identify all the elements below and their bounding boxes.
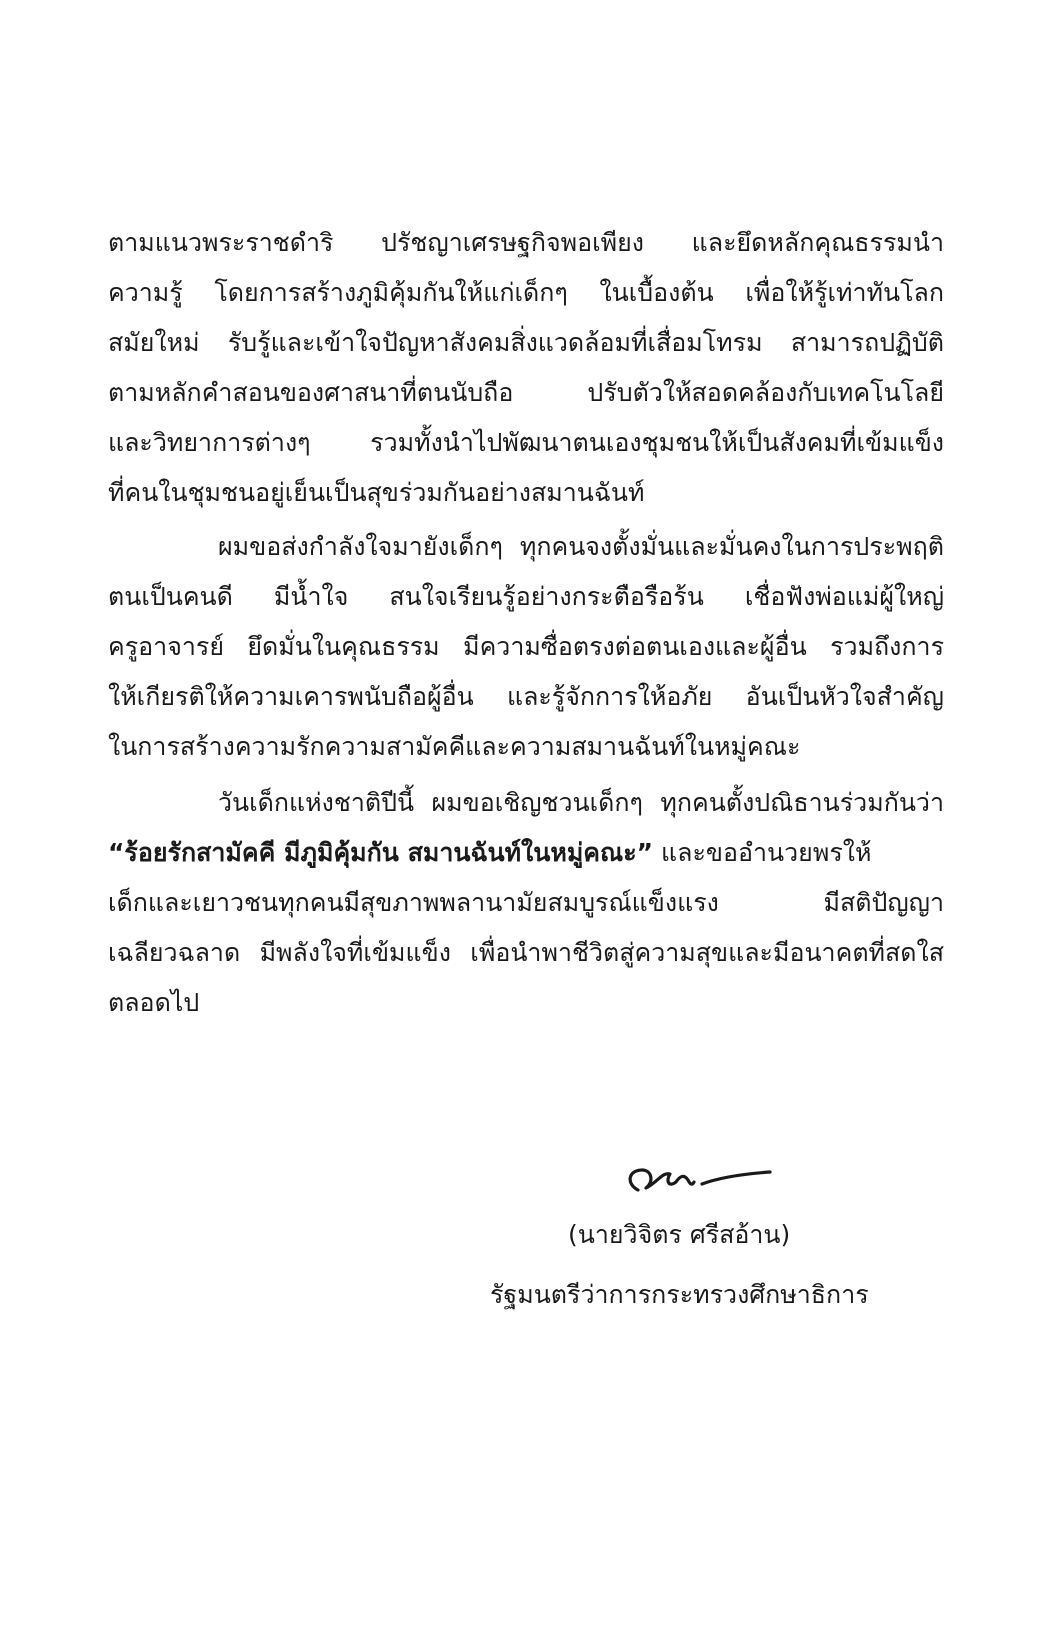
paragraph-3-line-4: เฉลียวฉลาด มีพลังใจที่เข้มแข็ง เพื่อนำพาชีวิตสู่ความสุขและมีอนาคตที่สดใส: [108, 938, 944, 967]
paragraph-1-line-3: สมัยใหม่ รับรู้และเข้าใจปัญหาสังคมสิ่งแวดล้อมที่เสื่อมโทรม สามารถปฏิบัติ: [108, 328, 944, 357]
paragraph-2-line-2: ตนเป็นคนดี มีน้ำใจ สนใจเรียนรู้อย่างกระตือรือร้น เชื่อฟังพ่อแม่ผู้ใหญ่: [108, 582, 944, 611]
paragraph-3-line-3: เด็กและเยาวชนทุกคนมีสุขภาพพลานามัยสมบูรณ์แข็งแรง มีสติปัญญา: [108, 888, 944, 917]
paragraph-1-line-6: ที่คนในชุมชนอยู่เย็นเป็นสุขร่วมกันอย่างสมานฉันท์: [108, 478, 645, 507]
paragraph-2-line-4: ให้เกียรติให้ความเคารพนับถือผู้อื่น และรู้จักการให้อภัย อันเป็นหัวใจสำคัญ: [108, 682, 944, 711]
signatory-title: รัฐมนตรีว่าการกระทรวงศึกษาธิการ: [490, 1280, 869, 1309]
paragraph-1-line-2: ความรู้ โดยการสร้างภูมิคุ้มกันให้แก่เด็กๆ ในเบื้องต้น เพื่อให้รู้เท่าทันโลก: [108, 278, 944, 307]
paragraph-2-line-5: ในการสร้างความรักความสามัคคีและความสมานฉันท์ในหมู่คณะ: [108, 732, 801, 761]
paragraph-3-line-2-rest: และขออำนวยพรให้: [653, 838, 872, 867]
paragraph-3-line-2: [108, 836, 944, 870]
paragraph-2-line-3: ครูอาจารย์ ยึดมั่นในคุณธรรม มีความซื่อตรงต่อตนเองและผู้อื่น รวมถึงการ: [108, 632, 944, 661]
paragraph-1-line-4: ตามหลักคำสอนของศาสนาที่ตนนับถือ ปรับตัวให้สอดคล้องกับเทคโนโลยี: [108, 378, 944, 407]
paragraph-3-line-1: วันเด็กแห่งชาติปีนี้ ผมขอเชิญชวนเด็กๆ ทุกคนตั้งปณิธานร่วมกันว่า: [218, 788, 944, 817]
paragraph-1-line-1: ตามแนวพระราชดำริ ปรัชญาเศรษฐกิจพอเพียง และยึดหลักคุณธรรมนำ: [108, 228, 944, 257]
paragraph-2-line-1: ผมขอส่งกำลังใจมายังเด็กๆ ทุกคนจงตั้งมั่นและมั่นคงในการประพฤติ: [218, 532, 944, 561]
slogan-text: “ร้อยรักสามัคคี มีภูมิคุ้มกัน สมานฉันท์ในหมู่คณะ”: [108, 838, 654, 867]
paragraph-3-line-5: ตลอดไป: [108, 988, 200, 1017]
signatory-name: (นายวิจิตร ศรีสอ้าน): [568, 1220, 791, 1249]
paragraph-1-line-5: และวิทยาการต่างๆ รวมทั้งนำไปพัฒนาตนเองชุมชนให้เป็นสังคมที่เข้มแข็ง: [108, 428, 944, 457]
handwritten-signature: [618, 1148, 778, 1208]
